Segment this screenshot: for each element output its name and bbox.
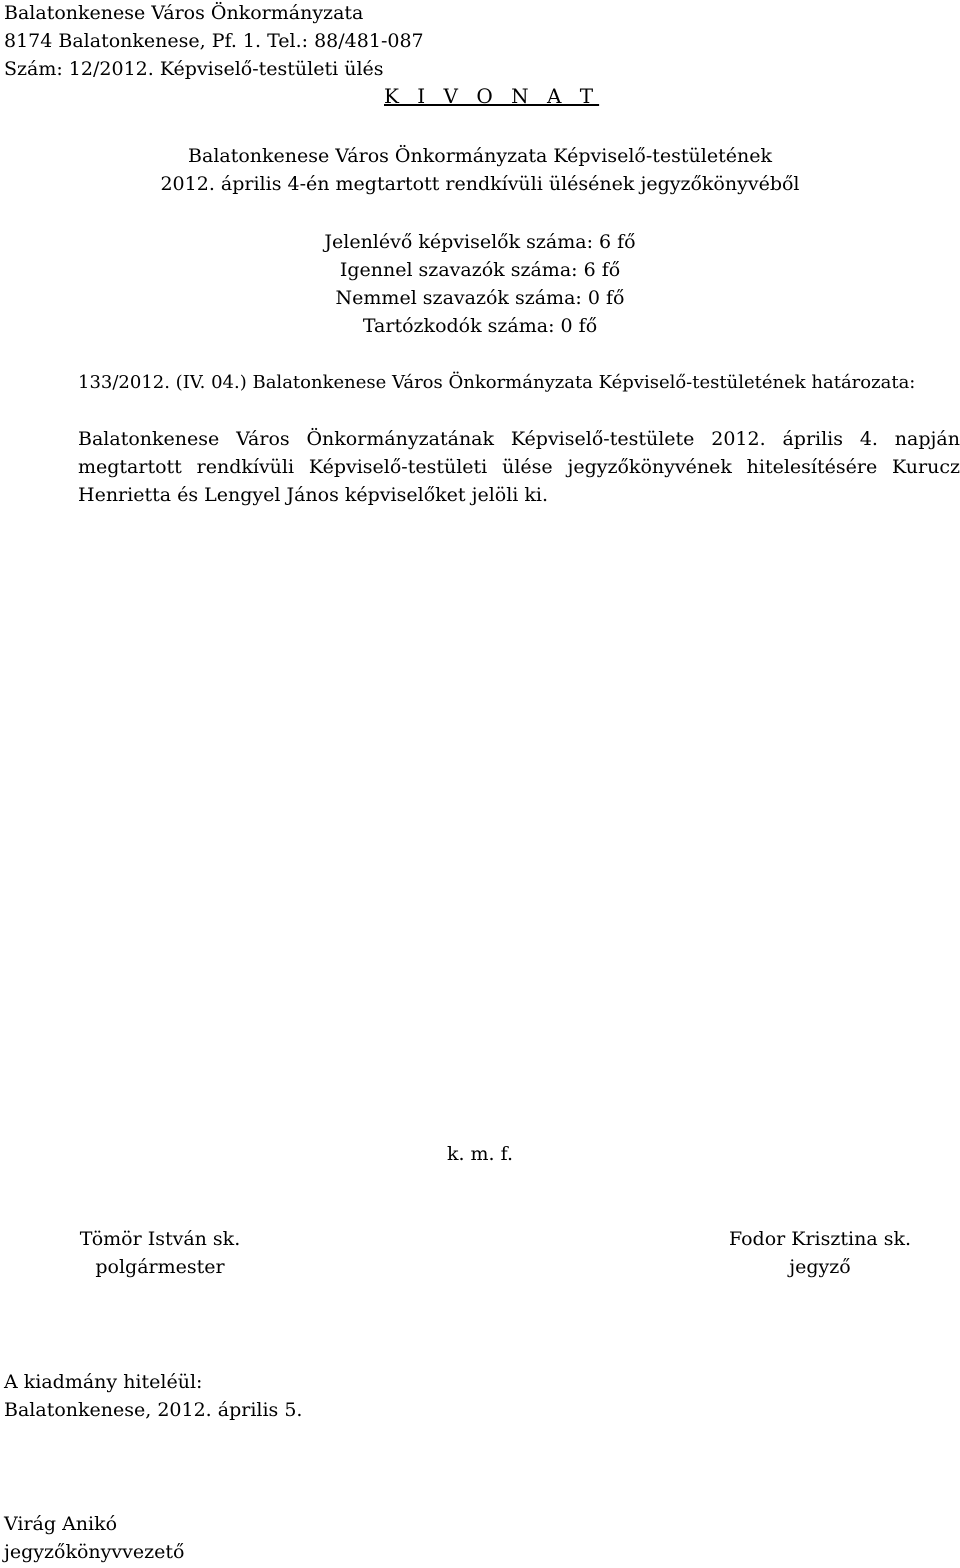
- count-yes: Igennel szavazók száma: 6 fő: [339, 259, 621, 281]
- header-address: 8174 Balatonkenese, Pf. 1. Tel.: 88/481-087: [4, 30, 424, 52]
- document-title: K I V O N A T: [384, 84, 600, 108]
- count-no: Nemmel szavazók száma: 0 fő: [335, 287, 625, 309]
- certification-place-date: Balatonkenese, 2012. április 5.: [4, 1399, 303, 1421]
- signature-left-name: Tömör István sk.: [79, 1228, 241, 1250]
- intro-line-1: Balatonkenese Város Önkormányzata Képviselő-testületének: [188, 145, 772, 167]
- header-ref: Szám: 12/2012. Képviselő-testületi ülés: [4, 58, 384, 80]
- resolution-text: Balatonkenese Város Önkormányzatának Képviselő-testülete 2012. április 4. napján megtartott rendkívüli Képviselő-testületi ülése jegyzőkönyvének hitelesítésére Kurucz Henrietta és Lengyel János képviselőket jelöli ki.: [78, 428, 960, 506]
- kmf: k. m. f.: [446, 1143, 514, 1165]
- resolution-heading: 133/2012. (IV. 04.) Balatonkenese Város Önkormányzata Képviselő-testületének határozata:: [78, 372, 916, 393]
- signature-right-name: Fodor Krisztina sk.: [728, 1228, 912, 1250]
- certification-label: A kiadmány hiteléül:: [4, 1371, 203, 1393]
- intro-line-2: 2012. április 4-én megtartott rendkívüli ülésének jegyzőkönyvéből: [160, 173, 800, 195]
- count-abstain: Tartózkodók száma: 0 fő: [362, 315, 598, 337]
- recorder-name: Virág Anikó: [4, 1513, 118, 1535]
- header-org: Balatonkenese Város Önkormányzata: [4, 2, 364, 24]
- recorder-role: jegyzőkönyvvezető: [4, 1541, 185, 1563]
- signature-left-role: polgármester: [95, 1256, 225, 1278]
- signature-right-role: jegyző: [789, 1256, 851, 1278]
- count-present: Jelenlévő képviselők száma: 6 fő: [324, 231, 636, 253]
